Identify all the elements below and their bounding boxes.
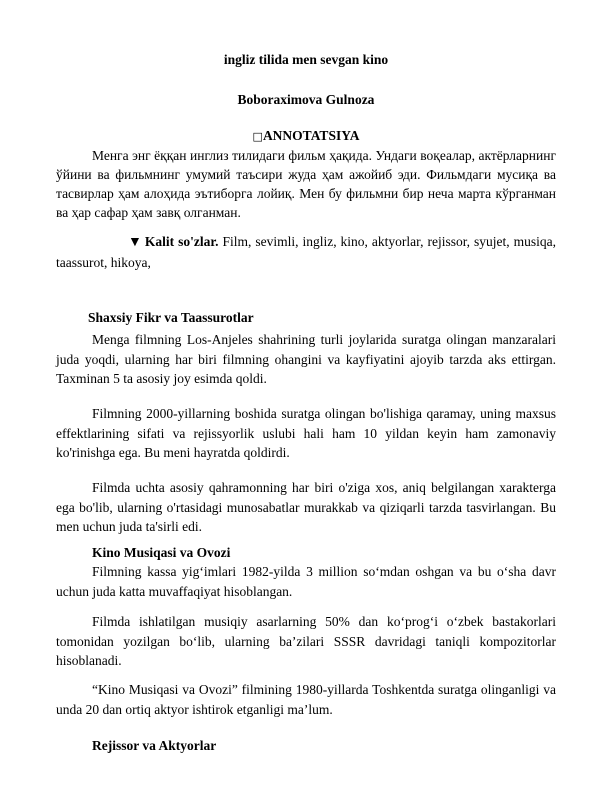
section-paragraph: Filmda uchta asosiy qahramonning har biri o'ziga xos, aniq belgilangan xarakterga ega bo'lib, ularning o'rtasidagi munosabatlar murakkab va qiziqarli tarzda tasvirlangan. Bu men uchun juda ta'sirli edi.	[56, 480, 556, 534]
section-paragraph: Filmning 2000-yillarning boshida suratga olingan bo'lishiga qaramay, uning maxsus effektlarining sifati va rejissyorlik uslubi hali ham 10 yildan keyin ham zamonaviy ko'rinishga ega. Bu meni hayratda qoldirdi.	[56, 406, 556, 460]
pin-icon: ▼	[128, 235, 142, 250]
document-title: ingliz tilida men sevgan kino	[223, 52, 389, 67]
keywords-label: Kalit so'zlar.	[144, 234, 219, 249]
keywords-paragraph	[56, 232, 556, 272]
annotation-heading-text: ANNOTATSIYA	[262, 128, 360, 143]
section-heading: Kino Musiqasi va Ovozi	[92, 545, 231, 560]
section-paragraph: “Kino Musiqasi va Ovozi” filmining 1980-yillarda Toshkentda suratga olinganligi va unda 20 dan ortiq aktyor ishtirok etganligi ma’lum.	[56, 682, 556, 717]
author-name: Boboraximova Gulnoza	[237, 92, 375, 107]
section-heading: Shaxsiy Fikr va Taassurotlar	[88, 310, 254, 325]
annotation-heading	[56, 128, 556, 144]
section-paragraph: Filmda ishlatilgan musiqiy asarlarning 50% dan ko‘prog‘i o‘zbek bastakorlari tomonidan yozilgan bo‘lib, ularning ba’zilari SSSR davridagi taniqli kompozitorlar hisoblanadi.	[56, 614, 556, 668]
keywords-text: Film, sevimli, ingliz, kino, aktyorlar, rejissor, syujet, musiqa, taassurot, hikoya,	[56, 234, 557, 270]
section-heading: Rejissor va Aktyorlar	[92, 738, 217, 753]
section-paragraph: Filmning kassa yig‘imlari 1982-yilda 3 million so‘mdan oshgan va bu o‘sha davr uchun juda katta muvaffaqiyat hisoblangan.	[56, 564, 556, 599]
annotation-text: Менга энг ёққан инглиз тилидаги фильм ҳақида. Ундаги воқеалар, актёрларнинг ўйини ва фильмнинг умумий таъсири жуда ҳам ажойиб эди. Фильмдаги мусиқа ва тасвирлар ҳам алоҳида эътиборга лойиқ. Мен бу фильмни бир неча марта кўрганман ва ҳар сафар ҳам завқ олганман.	[56, 148, 556, 220]
section-paragraph: Menga filmning Los-Anjeles shahrining turli joylarida suratga olingan manzaralari juda yoqdi, ularning har biri filmning ohangini va kayfiyatini ajoyib tarzda aks ettirgan. Taxminan 5 ta asosiy joy esimda qoldi.	[56, 332, 556, 386]
missing-glyph-icon: □	[252, 130, 263, 143]
